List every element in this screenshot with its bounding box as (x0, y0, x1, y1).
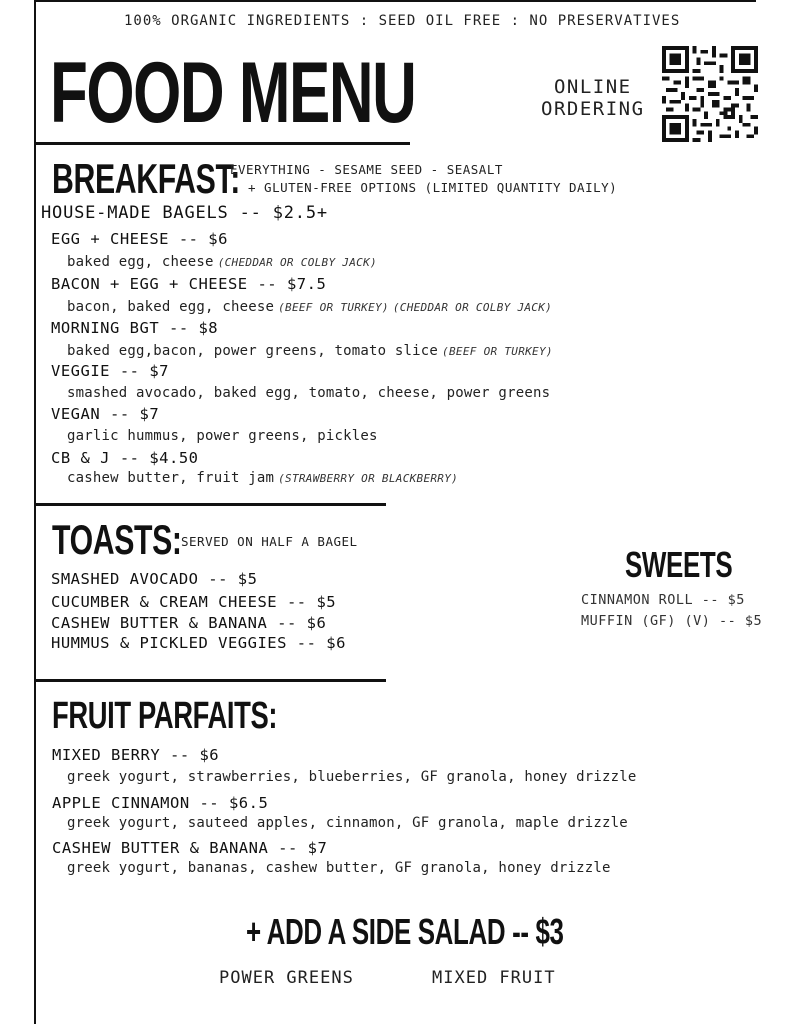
salad-option: MIXED FRUIT (432, 968, 556, 988)
breakfast-item-option: (CHEDDAR OR COLBY JACK) (217, 256, 377, 269)
toast-item: CUCUMBER & CREAM CHEESE -- $5 (51, 593, 337, 611)
top-border (34, 0, 756, 2)
online-ordering-label (541, 76, 645, 120)
sweet-item: MUFFIN (GF) (V) -- $5 (581, 613, 763, 629)
parfait-item-name: APPLE CINNAMON -- $6.5 (52, 794, 269, 812)
breakfast-note-2: + GLUTEN-FREE OPTIONS (LIMITED QUANTITY DAILY) (248, 180, 618, 195)
breakfast-item-name: MORNING BGT -- $8 (51, 319, 219, 337)
online-ordering-line2: ORDERING (541, 98, 645, 120)
left-border (34, 0, 36, 1024)
parfaits-heading: FRUIT PARFAITS: (52, 695, 278, 737)
tagline: 100% ORGANIC INGREDIENTS : SEED OIL FREE : NO PRESERVATIVES (124, 13, 681, 29)
breakfast-item-option: (STRAWBERRY OR BLACKBERRY) (278, 472, 459, 485)
breakfast-item-desc: baked egg,bacon, power greens, tomato slice (BEEF OR TURKEY) (67, 343, 553, 359)
toast-item: CASHEW BUTTER & BANANA -- $6 (51, 614, 327, 632)
toasts-note: SERVED ON HALF A BAGEL (181, 534, 358, 549)
breakfast-item-desc: baked egg, cheese (CHEDDAR OR COLBY JACK) (67, 254, 377, 270)
breakfast-note-1: EVERYTHING - SESAME SEED - SEASALT (230, 162, 503, 177)
breakfast-item-option: (BEEF OR TURKEY) (278, 301, 389, 314)
sweets-heading: SWEETS (625, 544, 733, 585)
breakfast-item-option: (CHEDDAR OR COLBY JACK) (392, 301, 553, 314)
page-title: FOOD MENU (50, 45, 416, 141)
online-ordering-line1: ONLINE (553, 76, 632, 98)
parfait-item-desc: greek yogurt, strawberries, blueberries, GF granola, honey drizzle (67, 769, 637, 785)
breakfast-item-option: (BEEF OR TURKEY) (442, 345, 553, 358)
parfait-item-name: MIXED BERRY -- $6 (52, 746, 220, 764)
toasts-divider (34, 679, 386, 682)
breakfast-divider (34, 503, 386, 506)
toast-item: HUMMUS & PICKLED VEGGIES -- $6 (51, 634, 346, 652)
salad-option: POWER GREENS (219, 968, 354, 988)
bagels-item: HOUSE-MADE BAGELS -- $2.5+ (41, 203, 328, 223)
breakfast-item-desc: garlic hummus, power greens, pickles (67, 428, 378, 444)
parfait-item-desc: greek yogurt, bananas, cashew butter, GF granola, honey drizzle (67, 860, 611, 876)
parfait-item-name: CASHEW BUTTER & BANANA -- $7 (52, 839, 328, 857)
breakfast-item-name: BACON + EGG + CHEESE -- $7.5 (51, 275, 327, 293)
parfait-item-desc: greek yogurt, sauteed apples, cinnamon, GF granola, maple drizzle (67, 815, 628, 831)
breakfast-heading: BREAKFAST: (52, 155, 240, 202)
qr-code-icon[interactable] (662, 46, 758, 142)
breakfast-item-desc: bacon, baked egg, cheese (BEEF OR TURKEY) (CHEDDAR OR COLBY JACK) (67, 299, 553, 315)
toast-item: SMASHED AVOCADO -- $5 (51, 570, 258, 588)
side-salad-heading: + ADD A SIDE SALAD -- $3 (246, 911, 564, 952)
title-underline (34, 142, 410, 145)
breakfast-item-name: EGG + CHEESE -- $6 (51, 230, 228, 248)
breakfast-item-name: CB & J -- $4.50 (51, 449, 199, 467)
breakfast-item-name: VEGGIE -- $7 (51, 362, 169, 380)
toasts-heading: TOASTS: (52, 516, 182, 563)
breakfast-item-name: VEGAN -- $7 (51, 405, 160, 423)
breakfast-item-desc: cashew butter, fruit jam (STRAWBERRY OR BLACKBERRY) (67, 470, 459, 486)
breakfast-item-desc: smashed avocado, baked egg, tomato, cheese, power greens (67, 385, 551, 401)
sweet-item: CINNAMON ROLL -- $5 (581, 592, 745, 608)
